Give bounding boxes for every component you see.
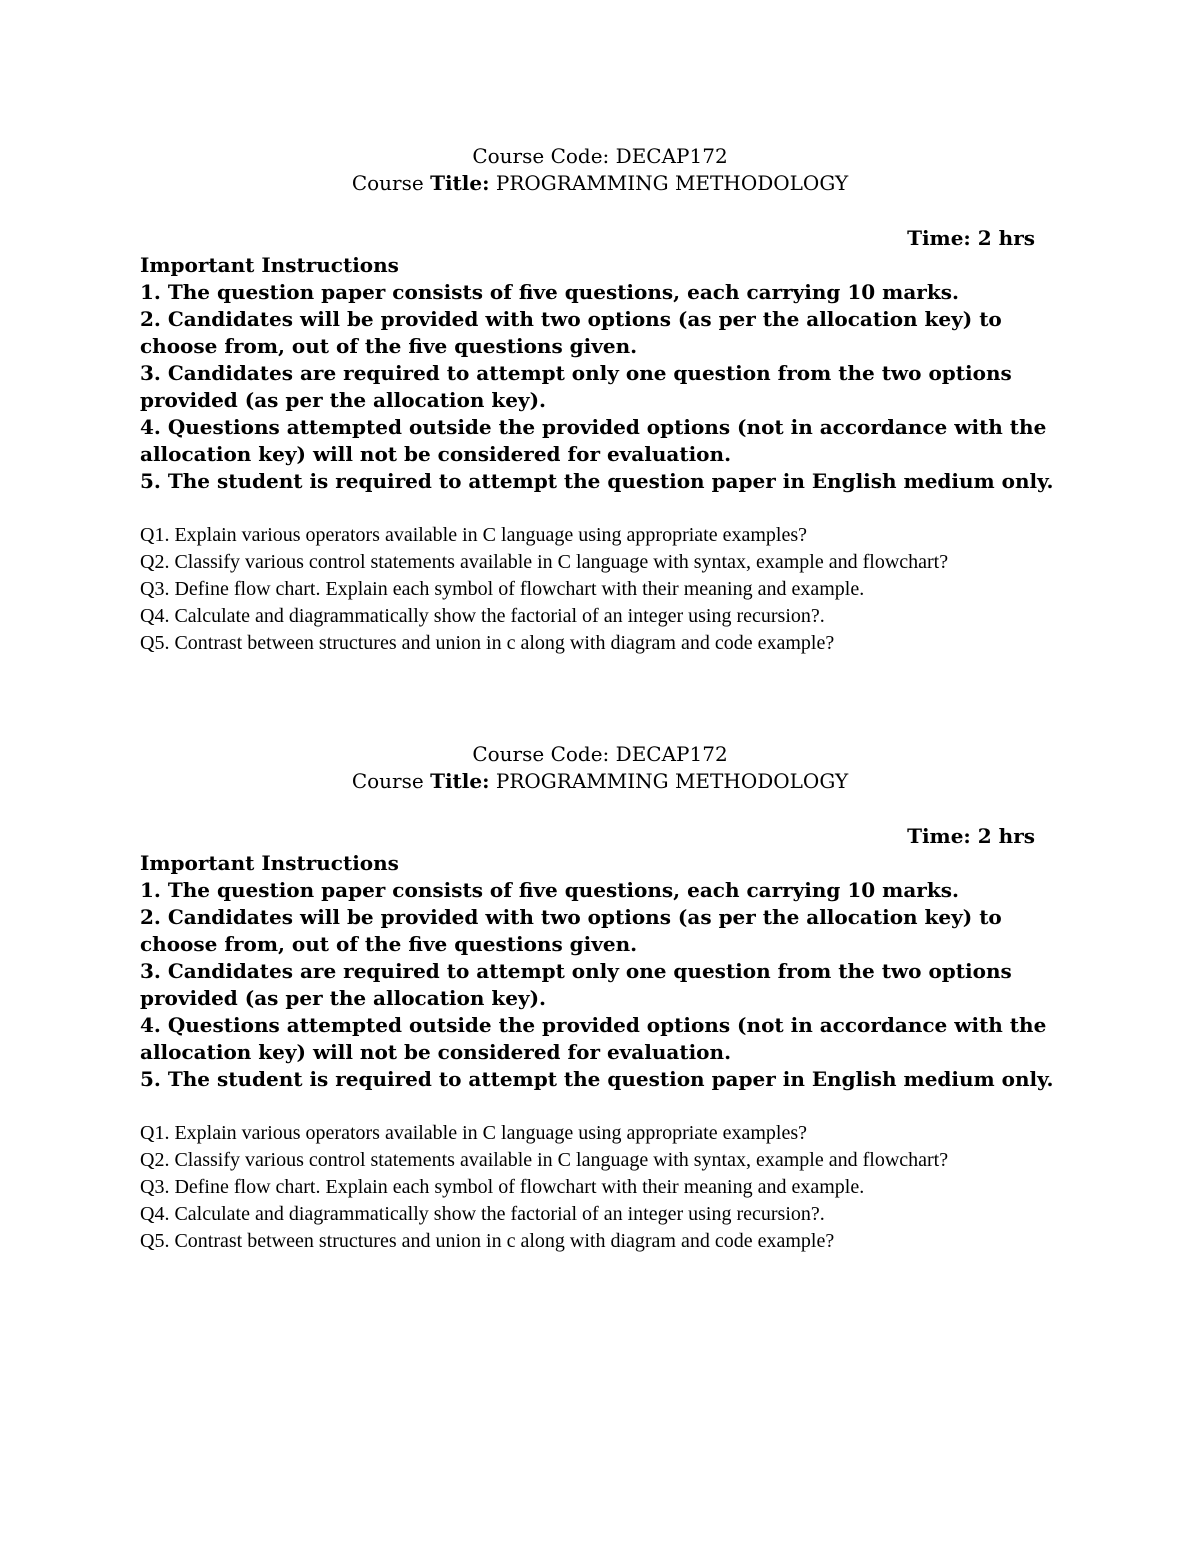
question-item: Q2. Classify various control statements available in C language with syntax, example and flowchart? [140, 551, 949, 573]
course-code-label: Course Code: [472, 742, 610, 766]
course-code-value: DECAP172 [615, 144, 728, 168]
instructions-heading: Important Instructions [140, 253, 399, 277]
instructions-heading: Important Instructions [140, 851, 399, 875]
question-item: Q3. Define flow chart. Explain each symbol of flowchart with their meaning and example. [140, 1176, 865, 1198]
instruction-item: 3. Candidates are required to attempt only one question from the two options provided (as per the allocation key). [140, 959, 1012, 1010]
instruction-item: 4. Questions attempted outside the provided options (not in accordance with the allocation key) will not be considered for evaluation. [140, 415, 1047, 466]
questions-list [140, 1120, 1060, 1255]
instruction-item: 5. The student is required to attempt the question paper in English medium only. [140, 1067, 1054, 1091]
question-item: Q1. Explain various operators available in C language using appropriate examples? [140, 1122, 808, 1144]
instruction-item: 4. Questions attempted outside the provided options (not in accordance with the allocation key) will not be considered for evaluation. [140, 1013, 1047, 1064]
course-code-label: Course Code: [472, 144, 610, 168]
course-title-value: PROGRAMMING METHODOLOGY [495, 171, 849, 195]
course-code-line [0, 143, 1200, 170]
question-item: Q3. Define flow chart. Explain each symbol of flowchart with their meaning and example. [140, 578, 865, 600]
course-code-value: DECAP172 [615, 742, 728, 766]
instructions-list [140, 877, 1060, 1093]
question-paper-section-2 [140, 741, 1060, 1255]
course-code-line [0, 741, 1200, 768]
instructions-list [140, 279, 1060, 495]
course-title-label: Title: [430, 769, 490, 793]
question-item: Q1. Explain various operators available in C language using appropriate examples? [140, 524, 808, 546]
course-title-prefix: Course [351, 769, 424, 793]
course-title-prefix: Course [351, 171, 424, 195]
question-paper-section-1 [140, 143, 1060, 657]
instruction-item: 1. The question paper consists of five questions, each carrying 10 marks. [140, 280, 959, 304]
instruction-item: 2. Candidates will be provided with two options (as per the allocation key) to choose from, out of the five questions given. [140, 307, 1002, 358]
course-title-line [0, 170, 1200, 197]
course-title-label: Title: [430, 171, 490, 195]
questions-list [140, 522, 1060, 657]
instruction-item: 5. The student is required to attempt the question paper in English medium only. [140, 469, 1054, 493]
exam-time: Time: 2 hrs [907, 824, 1035, 848]
question-item: Q5. Contrast between structures and union in c along with diagram and code example? [140, 632, 835, 654]
question-item: Q2. Classify various control statements available in C language with syntax, example and flowchart? [140, 1149, 949, 1171]
question-item: Q4. Calculate and diagrammatically show the factorial of an integer using recursion?. [140, 605, 825, 627]
instruction-item: 1. The question paper consists of five questions, each carrying 10 marks. [140, 878, 959, 902]
course-title-line [0, 768, 1200, 795]
question-item: Q4. Calculate and diagrammatically show the factorial of an integer using recursion?. [140, 1203, 825, 1225]
course-title-value: PROGRAMMING METHODOLOGY [495, 769, 849, 793]
instruction-item: 3. Candidates are required to attempt only one question from the two options provided (as per the allocation key). [140, 361, 1012, 412]
question-item: Q5. Contrast between structures and union in c along with diagram and code example? [140, 1230, 835, 1252]
exam-time: Time: 2 hrs [907, 226, 1035, 250]
instruction-item: 2. Candidates will be provided with two options (as per the allocation key) to choose from, out of the five questions given. [140, 905, 1002, 956]
